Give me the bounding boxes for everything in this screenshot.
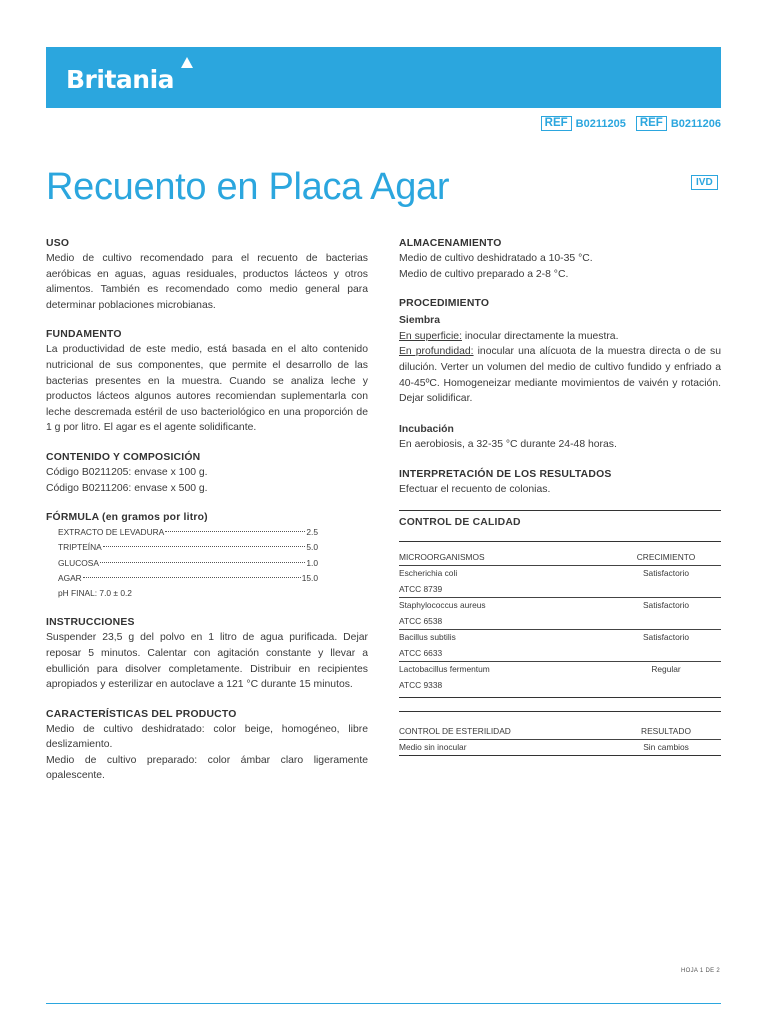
sterile-result: Sin cambios xyxy=(643,742,689,753)
org-result: Regular xyxy=(651,664,681,675)
uso-heading: USO xyxy=(46,238,70,249)
formula-name: EXTRACTO DE LEVADURA xyxy=(58,527,165,538)
caracteristicas-line: Medio de cultivo preparado: color ámbar claro ligeramente opalescente. xyxy=(46,754,368,782)
ref-label: REF xyxy=(541,116,572,131)
interpretacion-text: Efectuar el recuento de colonias. xyxy=(399,483,551,495)
formula-list xyxy=(58,525,318,586)
ph-final: pH FINAL: 7.0 ± 0.2 xyxy=(58,588,132,599)
col-control-esterilidad: CONTROL DE ESTERILIDAD xyxy=(399,726,511,737)
table-row xyxy=(399,597,721,614)
almacenamiento-line: Medio de cultivo deshidratado a 10-35 °C. xyxy=(399,253,593,264)
table-row xyxy=(399,629,721,646)
ivd-badge: IVD xyxy=(691,175,718,190)
left-column xyxy=(46,236,368,784)
incubacion-subheading: Incubación xyxy=(399,423,454,435)
incubacion-text: En aerobiosis, a 32-35 °C durante 24-48 horas. xyxy=(399,439,617,451)
caracteristicas-heading: CARACTERÍSTICAS DEL PRODUCTO xyxy=(46,708,237,720)
siembra-subheading: Siembra xyxy=(399,315,441,327)
profundidad-body: inocular una alícuota de la muestra directa o de su dilución. Verter un volumen del medio de cultivo fundido y enfriado a 40-45ºC. Homogeneizar mediante movimientos de vaivén y rotación. Dejar solidificar. xyxy=(399,346,721,405)
org-result: Satisfactorio xyxy=(642,568,690,579)
table-row xyxy=(399,565,721,582)
superficie-text xyxy=(399,329,721,345)
formula-name: GLUCOSA xyxy=(58,557,99,568)
profundidad-text xyxy=(399,344,721,406)
profundidad-label: En profundidad: xyxy=(399,346,474,358)
formula-value: 15.0 xyxy=(301,573,318,584)
formula-value: 5.0 xyxy=(306,542,318,553)
org-atcc: ATCC 8739 xyxy=(399,583,443,594)
interpretacion-heading: INTERPRETACIÓN DE LOS RESULTADOS xyxy=(399,468,612,480)
page-number: HOJA 1 DE 2 xyxy=(681,968,720,974)
brand-header-bar xyxy=(46,47,721,108)
procedimiento-heading: PROCEDIMIENTO xyxy=(399,298,490,310)
superficie-label: En superficie: xyxy=(399,330,462,342)
sterile-sample: Medio sin inocular xyxy=(399,742,467,753)
table-row xyxy=(399,661,721,678)
control-calidad-heading: CONTROL DE CALIDAD xyxy=(399,510,721,542)
contenido-line: Código B0211205: envase x 100 g. xyxy=(46,466,208,478)
formula-name: AGAR xyxy=(58,573,82,584)
ref-item xyxy=(541,116,626,131)
org-atcc: ATCC 6538 xyxy=(399,615,443,626)
org-atcc: ATCC 9338 xyxy=(399,679,443,690)
col-crecimiento: CRECIMIENTO xyxy=(636,552,696,563)
contenido-line: Código B0211206: envase x 500 g. xyxy=(46,482,208,494)
formula-value: 2.5 xyxy=(306,527,318,538)
almacenamiento-heading: ALMACENAMIENTO xyxy=(399,238,502,249)
reference-codes xyxy=(541,116,721,131)
uso-text: Medio de cultivo recomendado para el recuento de bacterias aeróbicas en aguas, aguas residuales, productos lácteos y otros alimentos. También es recomendado como medio general para determinar poblaciones microbianas. xyxy=(46,253,368,311)
fundamento-text: La productividad de este medio, está basada en el alto contenido nutricional de sus componentes, que permite el desarrollo de las bacterias presentes en la muestra. Cuando se analiza leche y productos lácteos algunos autores recomiendan suplementarla con leche descremada estéril de uso bacteriológico en una proporción de 1 g por litro. El agar es el agente solidificante. xyxy=(46,344,368,434)
org-name: Bacillus subtilis xyxy=(399,632,456,643)
org-atcc: ATCC 6633 xyxy=(399,647,443,658)
ref-item xyxy=(636,116,721,131)
formula-row xyxy=(58,540,318,555)
fundamento-heading: FUNDAMENTO xyxy=(46,329,122,341)
col-microorganismos: MICROORGANISMOS xyxy=(399,552,485,563)
instrucciones-text: Suspender 23,5 g del polvo en 1 litro de agua purificada. Dejar reposar 5 minutos. Calentar con agitación constante y llevar a ebullición para disolver completamente. Distribuir en recipientes apropiados y esterilizar en autoclave a 121 °C durante 15 minutos. xyxy=(46,632,368,691)
triangle-icon xyxy=(181,57,193,68)
page-title: Recuento en Placa Agar xyxy=(46,166,450,208)
org-name: Lactobacillus fermentum xyxy=(399,664,490,675)
formula-row xyxy=(58,556,318,571)
ref-code: B0211205 xyxy=(575,117,626,130)
sterility-header xyxy=(399,711,721,739)
ref-code: B0211206 xyxy=(670,117,721,130)
caracteristicas-line: Medio de cultivo deshidratado: color beige, homogéneo, libre deslizamiento. xyxy=(46,723,368,751)
org-name: Staphylococcus aureus xyxy=(399,600,486,611)
org-result: Satisfactorio xyxy=(642,632,690,643)
contenido-heading: CONTENIDO Y COMPOSICIÓN xyxy=(46,451,201,463)
table-header xyxy=(399,542,721,565)
formula-heading: FÓRMULA (en gramos por litro) xyxy=(46,512,208,524)
right-column xyxy=(399,236,721,756)
formula-name: TRIPTEÍNA xyxy=(58,542,102,553)
ref-label: REF xyxy=(636,116,667,131)
footer-divider xyxy=(46,1003,721,1004)
brand-logo: Britania xyxy=(66,65,175,94)
formula-row xyxy=(58,571,318,586)
col-resultado: RESULTADO xyxy=(641,726,691,737)
formula-row xyxy=(58,525,318,540)
table-row xyxy=(399,739,721,755)
formula-value: 1.0 xyxy=(306,557,318,568)
org-name: Escherichia coli xyxy=(399,568,458,579)
control-calidad-table xyxy=(399,510,721,757)
instrucciones-heading: INSTRUCCIONES xyxy=(46,617,135,629)
org-result: Satisfactorio xyxy=(642,600,690,611)
almacenamiento-line: Medio de cultivo preparado a 2-8 °C. xyxy=(399,268,569,280)
superficie-body: inocular directamente la muestra. xyxy=(461,330,619,342)
